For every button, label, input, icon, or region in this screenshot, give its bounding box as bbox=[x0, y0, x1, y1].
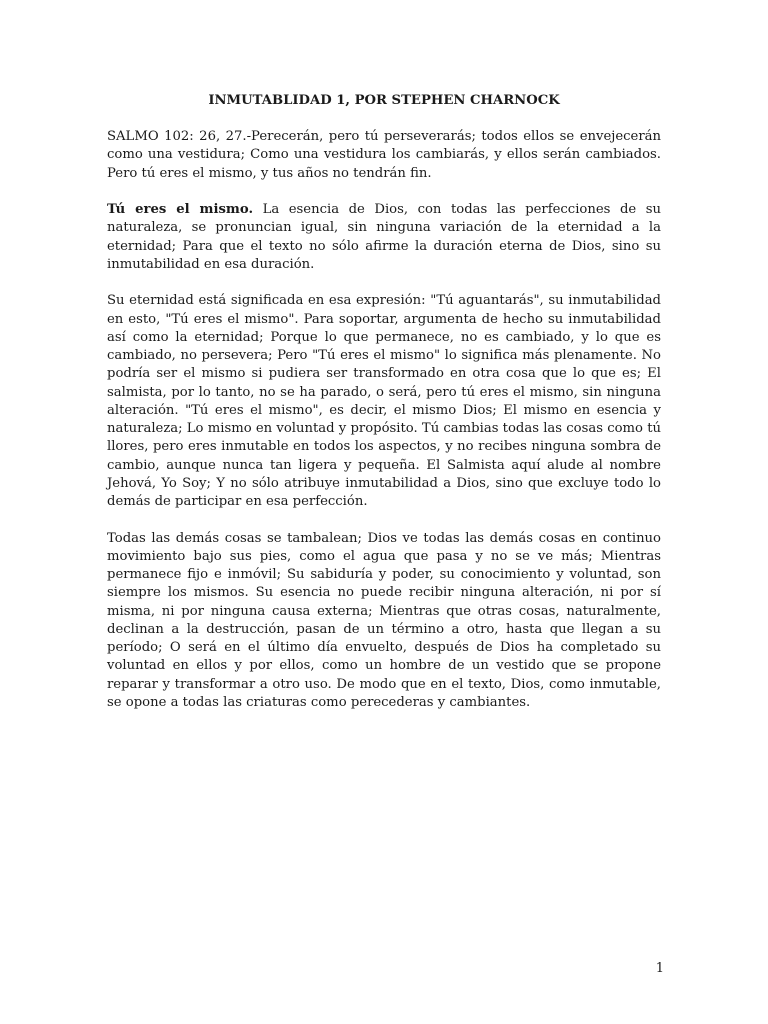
paragraph-2 bbox=[107, 201, 661, 274]
paragraph-2-lead: Tú eres el mismo. bbox=[107, 202, 254, 217]
paragraph-3-text: Su eternidad está significada en esa expresión: "Tú aguantarás", su inmutabilidad en esto, "Tú eres el mismo". Para soportar, argumenta de hecho su inmutabilidad así como la eternidad; Porque lo que permanece, no es cambiado, y lo que es cambiado, no persevera; Pero "Tú eres el mismo" lo significa más plenamente. No podría ser el mismo si pudiera ser transformado en otra cosa que lo que es; El salmista, por lo tanto, no se ha parado, o será, pero tú eres el mismo, sin ninguna alteración. "Tú eres el mismo", es decir, el mismo Dios; El mismo en esencia y naturaleza; Lo mismo en voluntad y propósito. Tú cambias todas las cosas como tú llores, pero eres inmutable en todos los aspectos, y no recibes ninguna sombra de cambio, aunque nunca tan ligera y pequeña. El Salmista aquí alude al nombre Jehová, Yo Soy; Y no sólo atribuye inmutabilidad a Dios, sino que excluye todo lo demás de participar en esa perfección. bbox=[107, 293, 661, 509]
paragraph-4 bbox=[107, 530, 661, 713]
paragraph-1-text: SALMO 102: 26, 27.-Perecerán, pero tú perseverarás; todos ellos se envejecerán como una vestidura; Como una vestidura los cambiarás, y ellos serán cambiados. Pero tú eres el mismo, y tus años no tendrán fin. bbox=[107, 129, 661, 181]
paragraph-1 bbox=[107, 128, 661, 183]
paragraph-4-text: Todas las demás cosas se tambalean; Dios ve todas las demás cosas en continuo movimiento bajo sus pies, como el agua que pasa y no se ve más; Mientras permanece fijo e inmóvil; Su sabiduría y poder, su conocimiento y voluntad, son siempre los mismos. Su esencia no puede recibir ninguna alteración, ni por sí misma, ni por ninguna causa externa; Mientras que otras cosas, naturalmente, declinan a la destrucción, pasan de un término a otro, hasta que llegan a su período; O será en el último día envuelto, después de Dios ha completado su voluntad en ellos y por ellos, como un hombre de un vestido que se propone reparar y transformar a otro uso. De modo que en el texto, Dios, como inmutable, se opone a todas las criaturas como perecederas y cambiantes. bbox=[107, 530, 661, 710]
paragraph-2-text: La esencia de Dios, con todas las perfecciones de su naturaleza, se pronuncian igual, sin ninguna variación de la eternidad a la eternidad; Para que el texto no sólo afirme la duración eterna de Dios, sino su inmutabilidad en esa duración. bbox=[107, 202, 661, 272]
document-title: INMUTABLIDAD 1, POR STEPHEN CHARNOCK bbox=[208, 93, 560, 108]
paragraph-3 bbox=[107, 292, 661, 511]
page-number: 1 bbox=[655, 961, 664, 976]
document-body bbox=[107, 128, 661, 730]
